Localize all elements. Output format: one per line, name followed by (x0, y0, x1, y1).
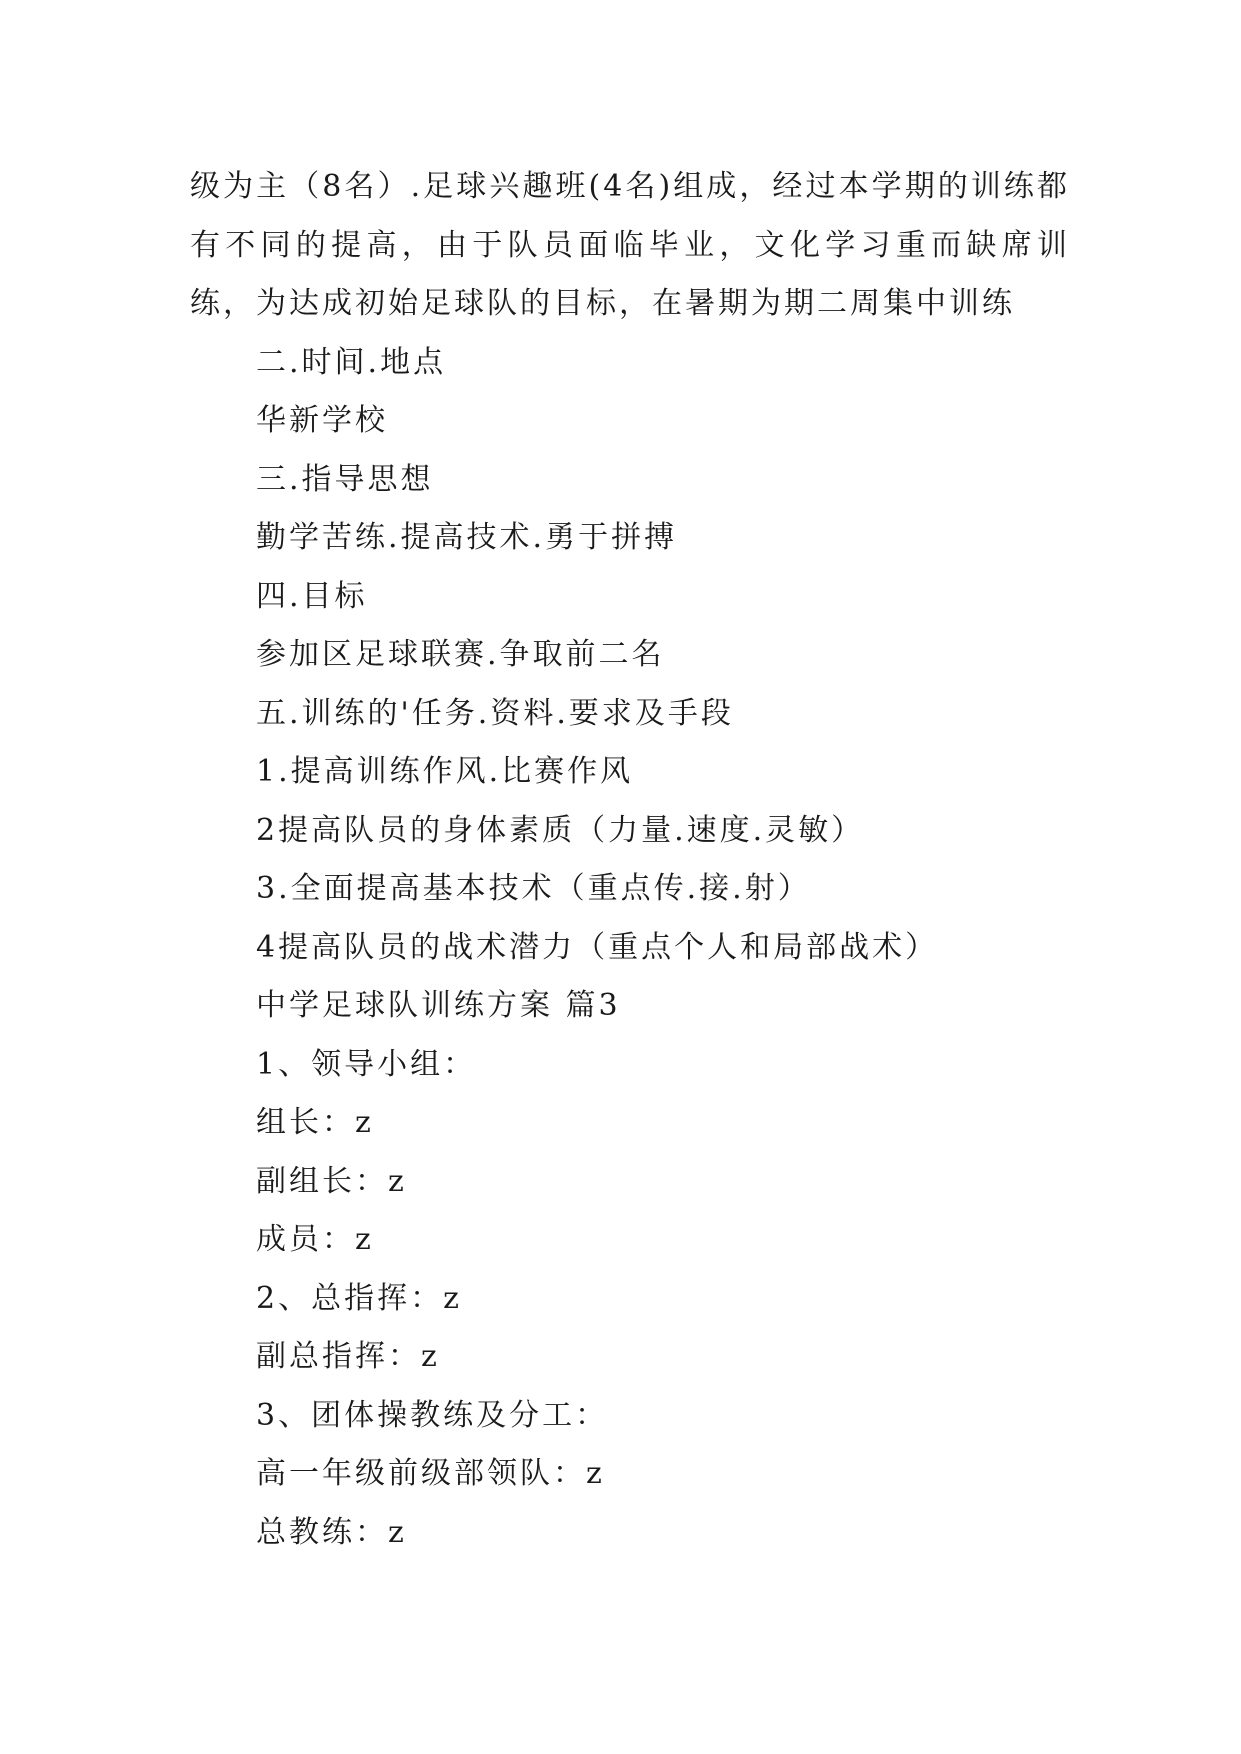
head-coach-line: 总教练：z (256, 1514, 407, 1550)
location-text: 华新学校 (256, 403, 388, 438)
section-4-heading: 四.目标 (256, 578, 368, 614)
section-5-heading: 五.训练的'任务.资料.要求及手段 (256, 695, 734, 731)
section-3-heading: 三.指导思想 (256, 461, 434, 497)
guiding-principle-text: 勤学苦练.提高技术.勇于拼搏 (256, 520, 678, 555)
plan-3-title: 中学足球队训练方案 篇3 (256, 988, 621, 1023)
task-item-4: 4提高队员的战术潜力（重点个人和局部战术） (256, 929, 939, 965)
deputy-commander-line: 副总指挥：z (256, 1339, 440, 1374)
deputy-group-leader-line: 副组长：z (256, 1163, 407, 1199)
commander-line: 2、总指挥：z (256, 1280, 462, 1316)
task-item-2: 2提高队员的身体素质（力量.速度.灵敏） (256, 812, 865, 848)
document-body (190, 158, 1070, 1562)
task-item-1: 1.提高训练作风.比赛作风 (256, 754, 634, 789)
goal-text: 参加区足球联赛.争取前二名 (256, 637, 665, 672)
task-item-3: 3.全面提高基本技术（重点传.接.射） (256, 871, 811, 906)
intro-paragraph: 级为主（8名）.足球兴趣班(4名)组成，经过本学期的训练都有不同的提高，由于队员面临毕业，文化学习重而缺席训练，为达成初始足球队的目标，在暑期为期二周集中训练 (190, 169, 1070, 321)
group-leader-line: 组长：z (256, 1105, 374, 1140)
section-2-heading: 二.时间.地点 (256, 344, 447, 380)
coaches-heading: 3、团体操教练及分工： (256, 1397, 609, 1433)
grade-leader-line: 高一年级前级部领队：z (256, 1456, 605, 1491)
members-line: 成员：z (256, 1222, 374, 1257)
leadership-group-heading: 1、领导小组： (256, 1046, 477, 1082)
